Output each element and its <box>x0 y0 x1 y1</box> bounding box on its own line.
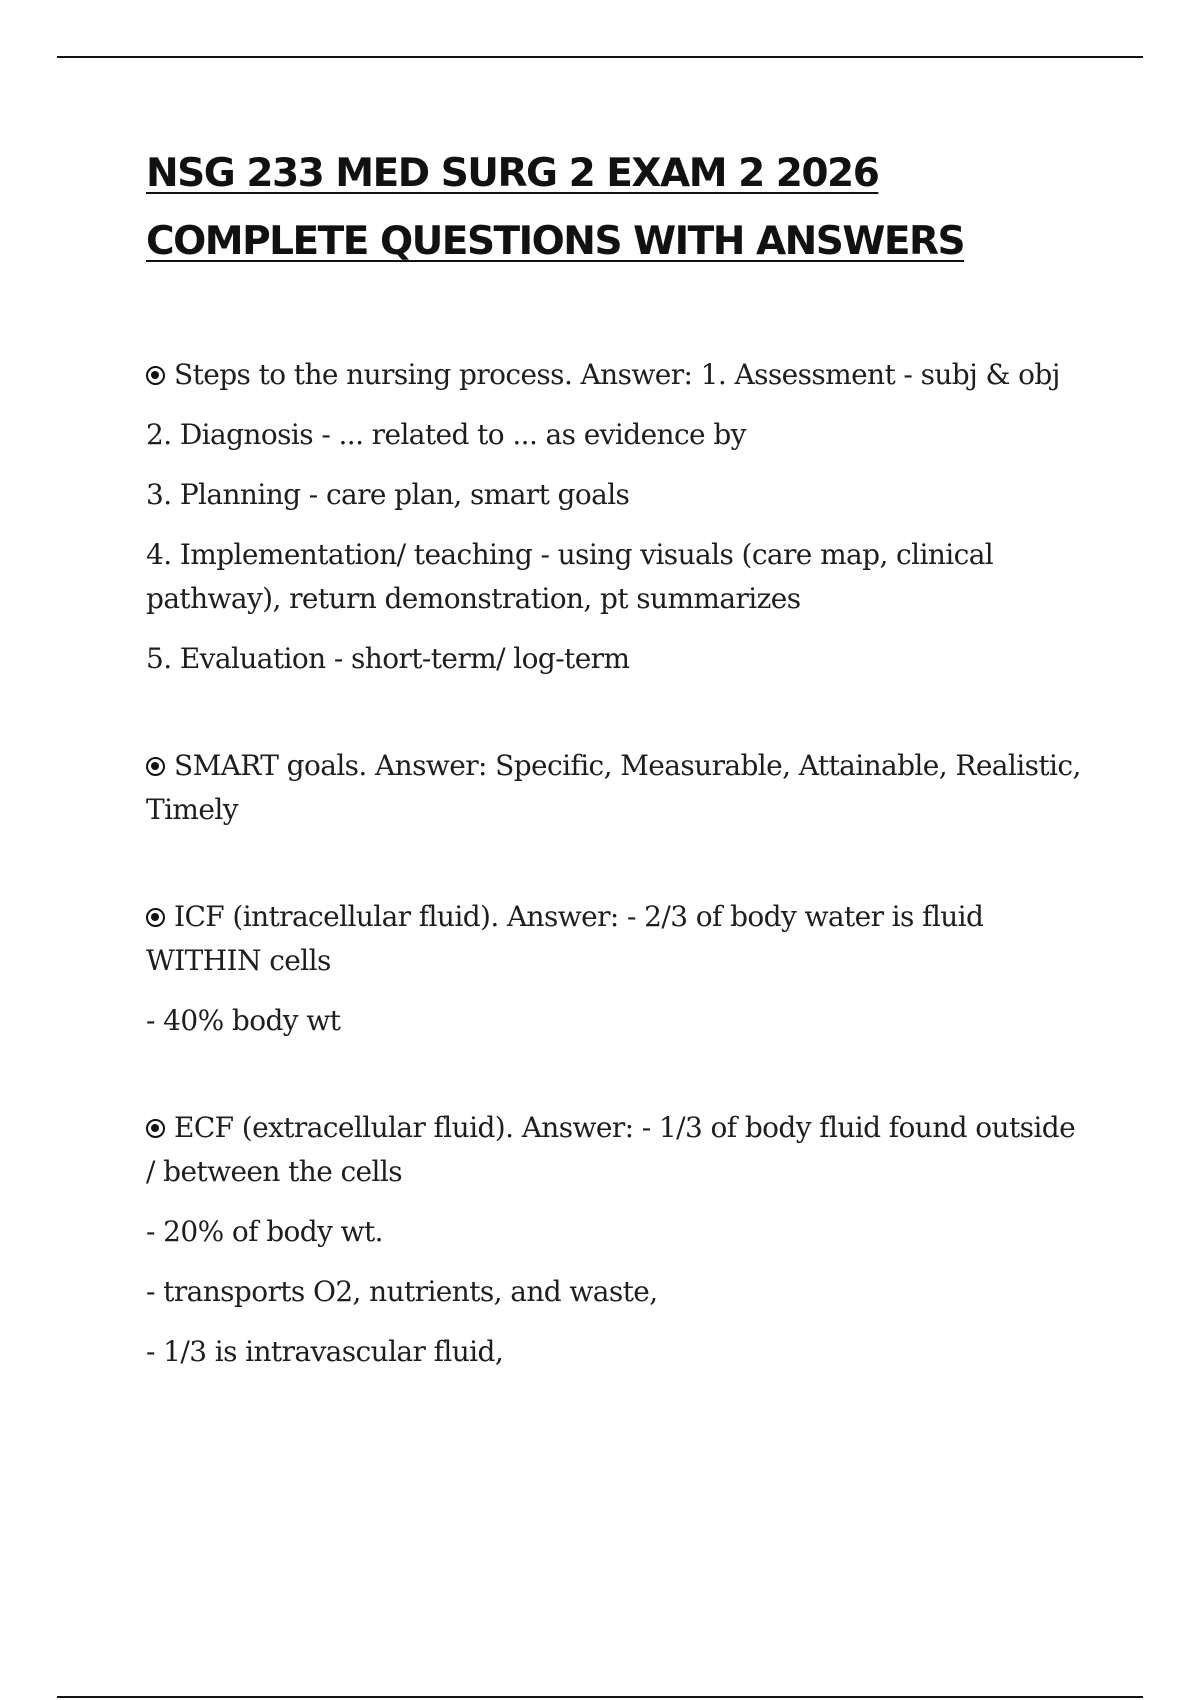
question <box>146 353 1086 397</box>
answer-line: - transports O2, nutrients, and waste, <box>146 1275 658 1308</box>
title-line-1: NSG 233 MED SURG 2 EXAM 2 2026 <box>146 151 879 196</box>
answer-line: 3. Planning - care plan, smart goals <box>146 478 630 511</box>
radio-bullet-icon <box>146 366 165 385</box>
qa-entry <box>146 353 1086 681</box>
question <box>146 1106 1086 1194</box>
question-text: Steps to the nursing process. Answer: 1. Assessment - subj & obj <box>174 358 1060 391</box>
qa-entry <box>146 1106 1086 1374</box>
qa-entry <box>146 895 1086 1043</box>
answer-line: - 20% of body wt. <box>146 1215 383 1248</box>
question-text: SMART goals. Answer: Specific, Measurable, Attainable, Realistic, Timely <box>146 749 1081 826</box>
answer-line: - 40% body wt <box>146 1004 341 1037</box>
question-text: ECF (extracellular fluid). Answer: - 1/3 of body fluid found outside / between the cells <box>146 1111 1076 1188</box>
bottom-rule <box>57 1696 1143 1698</box>
question <box>146 895 1086 983</box>
question <box>146 744 1086 832</box>
answer-line: - 1/3 is intravascular fluid, <box>146 1335 504 1368</box>
document-title <box>146 140 1086 276</box>
top-rule <box>57 56 1143 58</box>
question-text: ICF (intracellular fluid). Answer: - 2/3 of body water is fluid WITHIN cells <box>146 900 984 977</box>
document-body <box>146 140 1086 1437</box>
qa-entry <box>146 744 1086 832</box>
answer-line: 2. Diagnosis - ... related to ... as evidence by <box>146 418 746 451</box>
answer-line: 4. Implementation/ teaching - using visuals (care map, clinical pathway), return demonstration, pt summarizes <box>146 538 994 615</box>
radio-bullet-icon <box>146 1119 165 1138</box>
radio-bullet-icon <box>146 757 165 776</box>
answer-line: 5. Evaluation - short-term/ log-term <box>146 642 630 675</box>
title-line-2: COMPLETE QUESTIONS WITH ANSWERS <box>146 219 965 264</box>
radio-bullet-icon <box>146 908 165 927</box>
